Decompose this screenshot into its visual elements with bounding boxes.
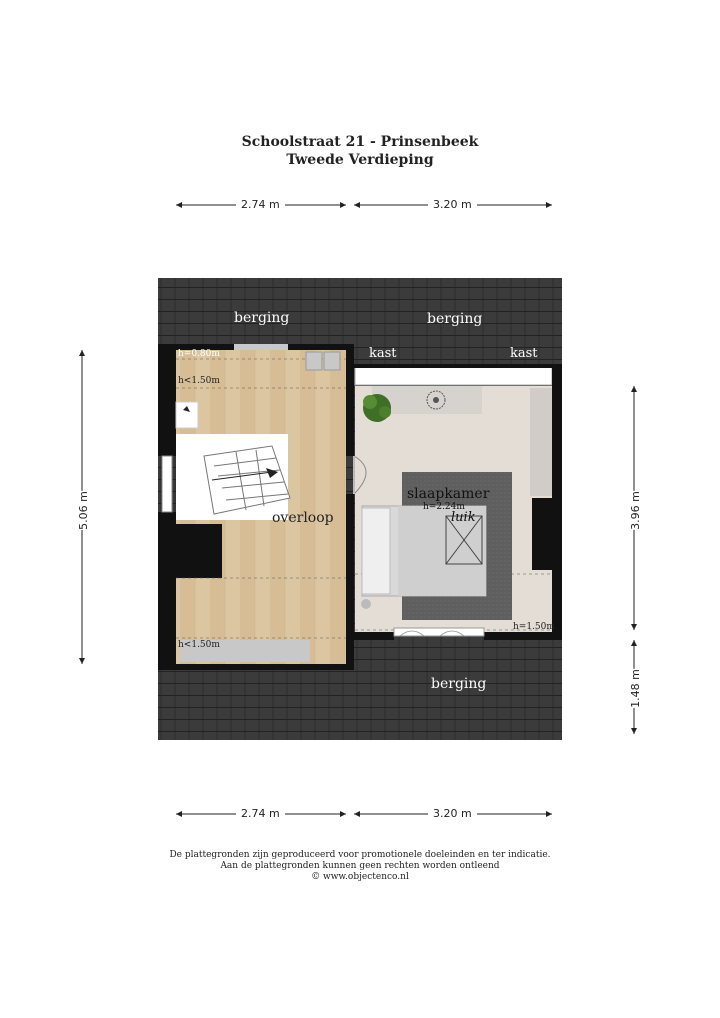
- disclaimer-line-1: De plattegronden zijn geproduceerd voor promotionele doeleinden en ter indicatie.: [169, 850, 551, 860]
- dimension-bottom-left: 2.74 m: [236, 807, 285, 820]
- label-luik: luik: [451, 510, 476, 525]
- label-berging-top-right: berging: [427, 311, 483, 327]
- label-slaapkamer: slaapkamer: [407, 486, 490, 502]
- disclaimer-line-2: Aan de plattegronden kunnen geen rechten worden ontleend: [220, 861, 500, 871]
- dimension-top-left: 2.74 m: [236, 198, 285, 211]
- wardrobe: [530, 388, 552, 496]
- height-150-right: h=1.50m: [513, 622, 555, 632]
- height-080: h=0.80m: [178, 349, 220, 359]
- appliance-box: [306, 352, 322, 370]
- copyright-link[interactable]: © www.objectenco.nl: [311, 872, 409, 882]
- dimension-bottom-right: 3.20 m: [428, 807, 477, 820]
- bin: [361, 599, 371, 609]
- pillow: [362, 508, 390, 594]
- label-berging-bottom: berging: [431, 676, 487, 692]
- dimension-left-height: 5.06 m: [73, 491, 94, 530]
- height-224: h=2.24m: [423, 502, 465, 512]
- kast-strip: [355, 367, 552, 385]
- stair-window: [162, 456, 172, 512]
- plan-subtitle: Tweede Verdieping: [286, 152, 434, 168]
- appliance-box: [324, 352, 340, 370]
- label-overloop: overloop: [272, 510, 334, 526]
- dimension-right-lower: 1.48 m: [625, 669, 646, 708]
- dimension-right-upper: 3.96 m: [625, 491, 646, 530]
- height-150-bottom: h<1.50m: [178, 640, 220, 650]
- label-kast-left: kast: [369, 346, 397, 361]
- height-150-top: h<1.50m: [178, 376, 220, 386]
- dimension-top-right: 3.20 m: [428, 198, 477, 211]
- plant-icon: [363, 394, 391, 422]
- label-kast-right: kast: [510, 346, 538, 361]
- roof-window-top: [234, 344, 288, 350]
- toilet: [176, 402, 198, 428]
- plan-title: Schoolstraat 21 - Prinsenbeek: [241, 134, 479, 150]
- label-berging-top-left: berging: [234, 310, 290, 326]
